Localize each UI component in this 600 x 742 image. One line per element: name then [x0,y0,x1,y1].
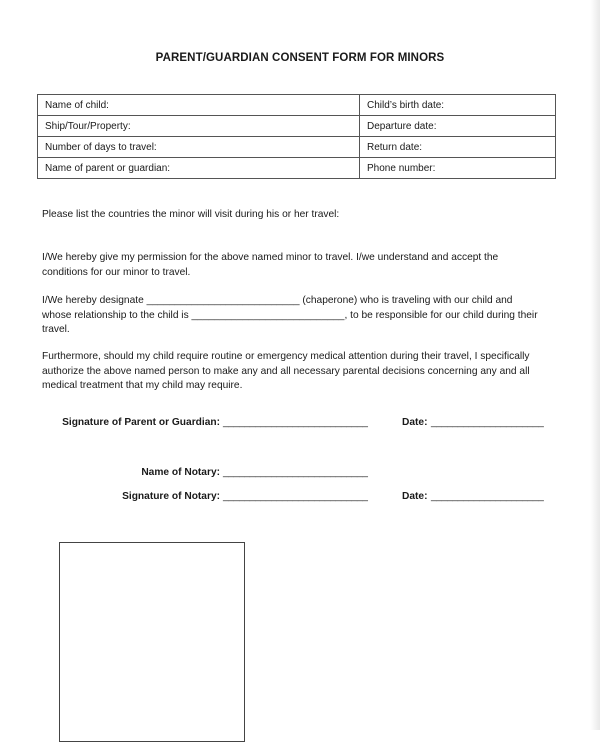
medical-line: Furthermore, should my child require routine or emergency medical attention during their travel, I specifically [42,351,530,362]
medical-line: medical treatment that my child may require. [42,380,243,391]
permission-paragraph [42,251,562,280]
page-edge-shadow [590,0,600,730]
notary-name-label: Name of Notary: [141,467,220,478]
child-birth-date-field[interactable]: Child’s birth date: [360,95,556,116]
phone-number-field[interactable]: Phone number: [360,158,556,179]
notary-date-label: Date: [402,491,428,502]
notary-date-line[interactable]: _____________________ [431,491,544,502]
table-row [38,158,556,179]
form-title: PARENT/GUARDIAN CONSENT FORM FOR MINORS [155,52,445,64]
designate-line: travel. [42,324,70,335]
departure-date-field[interactable]: Departure date: [360,116,556,137]
permission-line: I/We hereby give my permission for the above named minor to travel. I/we understand and accept the [42,252,499,263]
permission-line: conditions for our minor to travel. [42,266,191,278]
designate-paragraph [42,294,562,338]
table-row [38,137,556,158]
return-date-field[interactable]: Return date: [360,137,556,158]
notary-signature-line[interactable]: ___________________________ [223,491,368,502]
parent-date-line[interactable]: _____________________ [431,417,544,428]
parent-signature-line[interactable]: ___________________________ [223,417,368,428]
designate-line: whose relationship to the child is ___________________________, to be responsible for our child during their [42,309,538,321]
child-info-table [37,94,556,179]
parent-name-field[interactable]: Name of parent or guardian: [38,158,360,179]
designate-line: I/We hereby designate ___________________________ (chaperone) who is traveling with our child and [42,295,513,306]
table-row [38,116,556,137]
notary-seal-box [59,542,245,742]
table-row [38,95,556,116]
parent-signature-label: Signature of Parent or Guardian: [62,417,220,428]
parent-date-label: Date: [402,417,428,428]
ship-tour-property-field[interactable]: Ship/Tour/Property: [38,116,360,137]
medical-line: authorize the above named person to make any and all necessary parental decisions concerning any and all [42,365,530,377]
name-of-child-field[interactable]: Name of child: [38,95,360,116]
medical-paragraph [42,350,562,394]
notary-name-line[interactable]: ___________________________ [223,467,368,478]
days-to-travel-field[interactable]: Number of days to travel: [38,137,360,158]
countries-prompt: Please list the countries the minor will visit during his or her travel: [42,209,340,220]
notary-signature-label: Signature of Notary: [122,491,220,502]
